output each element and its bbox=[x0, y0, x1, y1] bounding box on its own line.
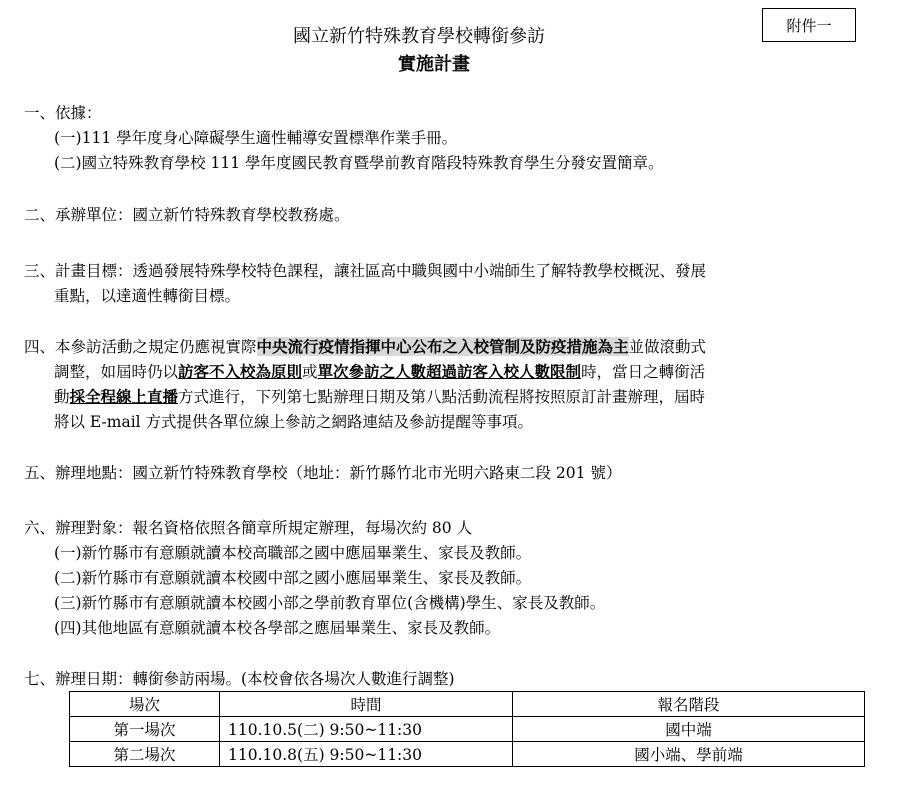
section-6-item: (四)其他地區有意願就讀本校各學部之應屆畢業生、家長及教師。 bbox=[54, 619, 501, 637]
annex-label: 附件一 bbox=[786, 16, 832, 35]
table-cell: 國中端 bbox=[513, 717, 865, 742]
table-cell: 國小端、學前端 bbox=[513, 742, 865, 767]
table-cell: 第二場次 bbox=[70, 742, 220, 767]
table-cell: 110.10.8(五) 9:50~11:30 bbox=[220, 742, 513, 767]
section-4-text: 並做滾動式 bbox=[628, 338, 707, 356]
section-4-text: 或 bbox=[302, 363, 318, 381]
section-4-highlight: 中央流行疫情指揮中心公布之入校管制及防疫措施為主 bbox=[256, 337, 629, 356]
section-4-underline: 單次參訪之人數超過訪客入校人數限制 bbox=[317, 362, 582, 381]
table-row bbox=[70, 717, 865, 742]
section-6-heading: 六、辦理對象：報名資格依照各簡章所規定辦理，每場次約 80 人 bbox=[24, 519, 473, 537]
section-4-line-2 bbox=[54, 359, 705, 385]
section-7-heading: 七、辦理日期：轉銜參訪兩場。(本校會依各場次人數進行調整) bbox=[24, 670, 455, 688]
section-4-line-4: 將以 E-mail 方式提供各單位線上參訪之網路連結及參訪提醒等事項。 bbox=[54, 413, 534, 431]
section-4-text: 調整，如屆時仍以 bbox=[54, 363, 179, 381]
table-header-row bbox=[70, 692, 865, 717]
table-header-cell: 場次 bbox=[70, 692, 220, 717]
section-4-text: 時，當日之轉銜活 bbox=[581, 363, 706, 381]
table-row bbox=[70, 742, 865, 767]
table-header-cell: 報名階段 bbox=[513, 692, 865, 717]
table-header-cell: 時間 bbox=[220, 692, 513, 717]
section-2-text: 二、承辦單位：國立新竹特殊教育學校教務處。 bbox=[24, 206, 350, 224]
section-4-text: 方式進行，下列第七點辦理日期及第八點活動流程將按照原訂計畫辦理，屆時 bbox=[178, 388, 706, 406]
section-4-line-3 bbox=[54, 384, 705, 410]
annex-label-box bbox=[762, 8, 856, 42]
section-4-text: 四、本參訪活動之規定仍應視實際 bbox=[24, 338, 257, 356]
document-subtitle: 實施計畫 bbox=[398, 54, 470, 75]
section-4-underline: 採全程線上直播 bbox=[69, 387, 179, 406]
section-4-text: 動 bbox=[54, 388, 70, 406]
section-6-item: (二)新竹縣市有意願就讀本校國中部之國小應屆畢業生、家長及教師。 bbox=[54, 569, 532, 587]
table-cell: 110.10.5(二) 9:50~11:30 bbox=[220, 717, 513, 742]
section-1-item: (二)國立特殊教育學校 111 學年度國民教育暨學前教育階段特殊教育學生分發安置簡章。 bbox=[54, 154, 664, 172]
section-6-item: (三)新竹縣市有意願就讀本校國小部之學前教育單位(含機構)學生、家長及教師。 bbox=[54, 594, 606, 612]
section-5-text: 五、辦理地點：國立新竹特殊教育學校（地址：新竹縣竹北市光明六路東二段 201 號） bbox=[24, 464, 622, 482]
table-cell: 第一場次 bbox=[70, 717, 220, 742]
section-1-heading: 一、依據： bbox=[24, 104, 102, 122]
section-6-item: (一)新竹縣市有意願就讀本校高職部之國中應屆畢業生、家長及教師。 bbox=[54, 544, 532, 562]
section-3-line-1: 三、計畫目標：透過發展特殊學校特色課程，讓社區高中職與國中小端師生了解特教學校概況、發展 bbox=[24, 262, 707, 280]
section-4-line-1 bbox=[24, 334, 706, 360]
section-4-underline: 訪客不入校為原則 bbox=[178, 362, 303, 381]
schedule-table bbox=[69, 691, 865, 767]
section-1-item: (一)111 學年度身心障礙學生適性輔導安置標準作業手冊。 bbox=[54, 129, 458, 147]
section-3-line-2: 重點，以達適性轉銜目標。 bbox=[54, 287, 241, 305]
document-title: 國立新竹特殊教育學校轉銜參訪 bbox=[293, 26, 545, 47]
